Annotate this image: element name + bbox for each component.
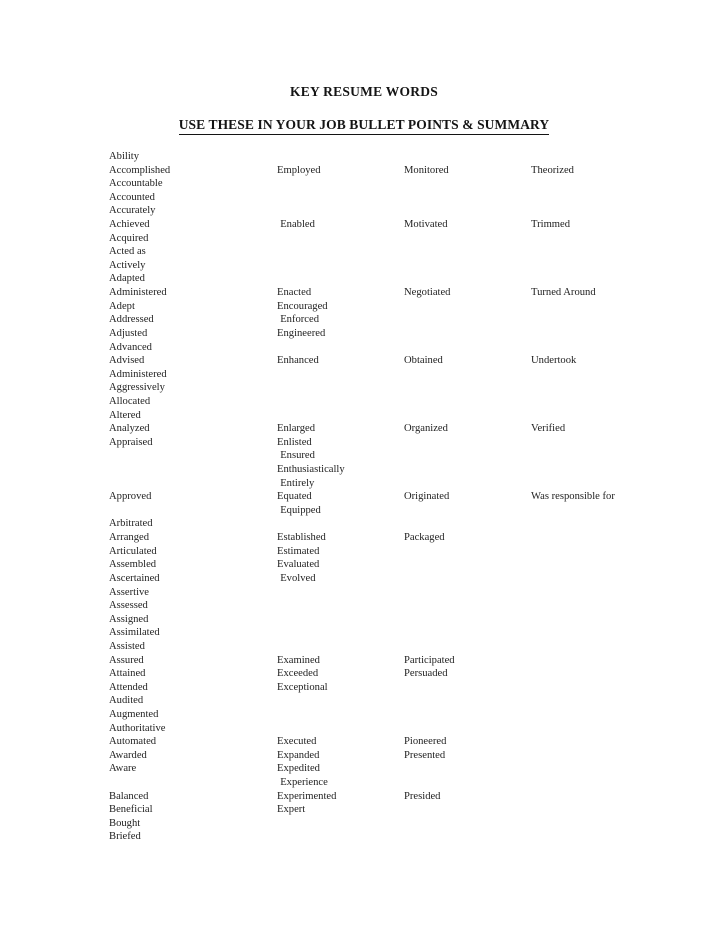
word-row xyxy=(0,558,728,572)
word-entry: Negotiated xyxy=(404,287,451,299)
word-entry: Aggressively xyxy=(109,382,165,394)
word-entry: Motivated xyxy=(404,219,448,231)
word-entry: Attended xyxy=(109,681,148,693)
word-entry: Awarded xyxy=(109,749,147,761)
word-entry: Adjusted xyxy=(109,327,148,339)
word-entry: Was responsible for xyxy=(531,491,615,503)
word-entry: Assertive xyxy=(109,586,150,598)
word-row xyxy=(0,667,728,681)
word-row xyxy=(0,735,728,749)
word-row xyxy=(0,490,728,504)
word-row xyxy=(0,681,728,695)
word-entry: Employed xyxy=(277,164,321,176)
word-entry: Assessed xyxy=(109,600,148,612)
word-entry: Participated xyxy=(404,654,455,666)
word-entry: Ascertained xyxy=(109,572,160,584)
word-entry: Automated xyxy=(109,736,157,748)
word-entry: Beneficial xyxy=(109,804,153,816)
word-row xyxy=(0,245,728,259)
word-row xyxy=(0,259,728,273)
word-entry: Examined xyxy=(277,654,320,666)
word-entry: Theorized xyxy=(531,164,574,176)
word-entry: Encouraged xyxy=(277,300,328,312)
word-entry: Undertook xyxy=(531,355,577,367)
word-row xyxy=(0,422,728,436)
word-entry: Assisted xyxy=(109,640,145,652)
word-entry: Established xyxy=(277,532,326,544)
word-entry: Bought xyxy=(109,817,141,829)
word-row xyxy=(0,599,728,613)
word-entry: Appraised xyxy=(109,436,153,448)
word-row xyxy=(0,300,728,314)
word-entry: Accurately xyxy=(109,205,156,217)
word-entry: Allocated xyxy=(109,395,151,407)
word-row xyxy=(0,817,728,831)
word-row xyxy=(0,762,728,776)
word-row xyxy=(0,191,728,205)
word-row xyxy=(0,477,728,491)
word-entry: Actively xyxy=(109,259,146,271)
word-entry: Arranged xyxy=(109,532,150,544)
word-entry: Monitored xyxy=(404,164,449,176)
word-row xyxy=(0,177,728,191)
word-entry: Enhanced xyxy=(277,355,319,367)
word-entry: Achieved xyxy=(109,219,150,231)
word-entry: Expedited xyxy=(277,763,320,775)
word-entry: Adapted xyxy=(109,273,145,285)
word-entry: Accounted xyxy=(109,191,155,203)
word-entry: Expanded xyxy=(277,749,320,761)
word-entry: Experience xyxy=(280,777,328,789)
word-entry: Assembled xyxy=(109,559,157,571)
word-row xyxy=(0,164,728,178)
word-row xyxy=(0,436,728,450)
word-entry: Aware xyxy=(109,763,137,775)
word-row xyxy=(0,790,728,804)
word-row xyxy=(0,708,728,722)
word-row xyxy=(0,286,728,300)
word-entry: Articulated xyxy=(109,545,157,557)
word-row xyxy=(0,150,728,164)
word-row xyxy=(0,218,728,232)
word-row xyxy=(0,272,728,286)
word-entry: Enlarged xyxy=(277,423,316,435)
word-entry: Experimented xyxy=(277,790,337,802)
word-entry: Engineered xyxy=(277,327,326,339)
word-entry: Enlisted xyxy=(277,436,312,448)
word-entry: Authoritative xyxy=(109,722,166,734)
word-row xyxy=(0,341,728,355)
word-entry: Balanced xyxy=(109,790,149,802)
word-entry: Acted as xyxy=(109,246,146,258)
word-row xyxy=(0,368,728,382)
word-entry: Presided xyxy=(404,790,441,802)
resume-words-grid xyxy=(0,150,728,844)
word-entry: Arbitrated xyxy=(109,518,153,530)
word-entry: Exceeded xyxy=(277,668,319,680)
word-row xyxy=(0,613,728,627)
word-entry: Accomplished xyxy=(109,164,171,176)
word-entry: Exceptional xyxy=(277,681,328,693)
word-entry: Enabled xyxy=(280,219,315,231)
word-entry: Analyzed xyxy=(109,423,150,435)
word-row xyxy=(0,449,728,463)
word-entry: Audited xyxy=(109,695,144,707)
word-row xyxy=(0,395,728,409)
word-entry: Presented xyxy=(404,749,446,761)
word-row xyxy=(0,463,728,477)
word-entry: Enacted xyxy=(277,287,312,299)
word-entry: Assured xyxy=(109,654,144,666)
word-entry: Assigned xyxy=(109,613,149,625)
word-row xyxy=(0,204,728,218)
word-row xyxy=(0,313,728,327)
word-entry: Turned Around xyxy=(531,287,596,299)
word-entry: Advised xyxy=(109,355,145,367)
word-entry: Evolved xyxy=(280,572,316,584)
word-entry: Executed xyxy=(277,736,317,748)
word-row xyxy=(0,694,728,708)
word-row xyxy=(0,803,728,817)
word-entry: Approved xyxy=(109,491,152,503)
word-row xyxy=(0,327,728,341)
word-row xyxy=(0,381,728,395)
word-row xyxy=(0,830,728,844)
word-entry: Administered xyxy=(109,368,167,380)
word-entry: Pioneered xyxy=(404,736,447,748)
word-entry: Augmented xyxy=(109,708,159,720)
page-title: KEY RESUME WORDS xyxy=(289,84,439,99)
word-entry: Trimmed xyxy=(531,219,571,231)
word-entry: Enforced xyxy=(280,314,320,326)
word-entry: Persuaded xyxy=(404,668,448,680)
word-entry: Equipped xyxy=(280,504,321,516)
word-entry: Obtained xyxy=(404,355,443,367)
word-entry: Ensured xyxy=(280,450,315,462)
word-entry: Packaged xyxy=(404,532,445,544)
page-subtitle-wrapper xyxy=(0,116,728,135)
word-entry: Evaluated xyxy=(277,559,320,571)
word-entry: Organized xyxy=(404,423,448,435)
word-entry: Attained xyxy=(109,668,146,680)
word-row xyxy=(0,572,728,586)
word-entry: Ability xyxy=(109,151,140,162)
word-row xyxy=(0,776,728,790)
word-entry: Accountable xyxy=(109,178,163,190)
word-row xyxy=(0,640,728,654)
word-entry: Equated xyxy=(277,491,312,503)
word-entry: Estimated xyxy=(277,545,320,557)
word-entry: Assimilated xyxy=(109,627,160,639)
word-row xyxy=(0,517,728,531)
word-entry: Enthusiastically xyxy=(277,464,345,476)
word-entry: Altered xyxy=(109,409,141,421)
word-entry: Addressed xyxy=(109,314,154,326)
word-entry: Acquired xyxy=(109,232,149,244)
word-entry: Administered xyxy=(109,287,167,299)
word-entry: Advanced xyxy=(109,341,152,353)
word-row xyxy=(0,232,728,246)
word-row xyxy=(0,354,728,368)
word-entry: Adept xyxy=(109,300,135,312)
page-subtitle: USE THESE IN YOUR JOB BULLET POINTS & SUMMARY xyxy=(179,117,550,135)
word-row xyxy=(0,531,728,545)
word-row xyxy=(0,586,728,600)
word-entry: Entirely xyxy=(280,477,315,489)
word-row xyxy=(0,545,728,559)
word-entry: Expert xyxy=(277,804,306,816)
word-entry: Briefed xyxy=(109,831,141,843)
word-row xyxy=(0,749,728,763)
word-row xyxy=(0,504,728,518)
word-row xyxy=(0,409,728,423)
word-entry: Originated xyxy=(404,491,450,503)
word-row xyxy=(0,654,728,668)
document-header xyxy=(0,84,728,135)
word-entry: Verified xyxy=(531,423,566,435)
word-row xyxy=(0,626,728,640)
word-row xyxy=(0,722,728,736)
